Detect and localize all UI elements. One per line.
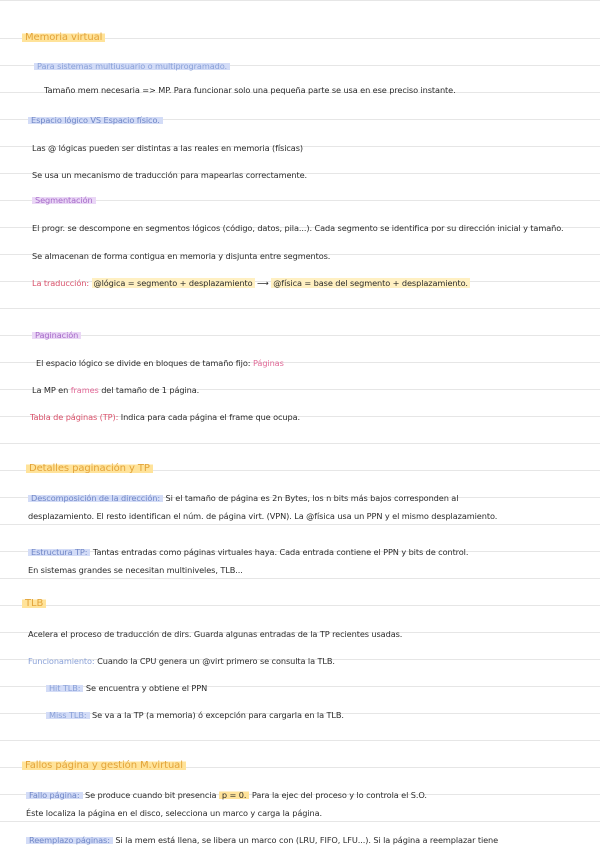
- text-line: Se almacenan de forma contigua en memoria y disjunta entre segmentos.: [32, 251, 331, 261]
- section-title-paginacion: Paginación: [32, 329, 81, 341]
- text-line: Tamaño mem necesaria => MP. Para funcionar solo una pequeña parte se usa en ese preciso instante.: [44, 85, 456, 95]
- subtitle-multiusuario: Para sistemas multiusuario o multiprogramado.: [34, 60, 230, 72]
- text-line: Fallo página: Se produce cuando bit presencia p = 0. Para la ejec del proceso y lo controla el S.O.: [26, 789, 427, 801]
- section-title-memoria-virtual: Memoria virtual: [22, 32, 105, 44]
- traduccion-line: [32, 277, 470, 289]
- text-line: Las @ lógicas pueden ser distintas a las reales en memoria (físicas): [32, 143, 303, 153]
- text-line: Estructura TP: Tantas entradas como páginas virtuales haya. Cada entrada contiene el PPN y bits de control.: [28, 546, 468, 558]
- section-title-tlb: TLB: [22, 598, 46, 610]
- section-title-segmentacion: Segmentación: [32, 194, 96, 206]
- text-line: Acelera el proceso de traducción de dirs. Guarda algunas entradas de la TP recientes usadas.: [28, 629, 403, 639]
- text-line: Descomposición de la dirección: Si el tamaño de página es 2n Bytes, los n bits más bajos corresponden al: [28, 492, 458, 504]
- text-line: Se usa un mecanismo de traducción para mapearlas correctamente.: [32, 170, 308, 180]
- text-line: Funcionamiento: Cuando la CPU genera un @virt primero se consulta la TLB.: [28, 656, 335, 666]
- text-line: Miss TLB: Se va a la TP (a memoria) ó excepción para cargarla en la TLB.: [46, 709, 344, 721]
- text-line: Hit TLB: Se encuentra y obtiene el PPN: [46, 682, 207, 694]
- traduccion-logica: @lógica = segmento + desplazamiento: [93, 278, 253, 288]
- section-title-espacio: Espacio lógico VS Espacio físico.: [28, 114, 163, 126]
- text-line: El espacio lógico se divide en bloques de tamaño fijo: Páginas: [36, 358, 284, 368]
- text-line: Éste localiza la página en el disco, selecciona un marco y carga la página.: [26, 808, 323, 818]
- section-title-detalles: Detalles paginación y TP: [26, 463, 153, 475]
- traduccion-label: La traducción:: [32, 278, 89, 288]
- section-title-fallos: Fallos página y gestión M.virtual: [22, 760, 186, 772]
- text-line: desplazamiento. El resto identifican el núm. de página virt. (VPN). La @física usa un PPN y el mismo desplazamiento.: [28, 511, 498, 521]
- text-line: Tabla de páginas (TP): Indica para cada página el frame que ocupa.: [30, 412, 301, 422]
- text-line: Reemplazo páginas: Si la mem está llena, se libera un marco con (LRU, FIFO, LFU...). Si la página a reemplazar tiene: [26, 834, 498, 846]
- text-line: En sistemas grandes se necesitan multiniveles, TLB...: [28, 565, 243, 575]
- traduccion-fisica: @física = base del segmento + desplazamiento.: [273, 278, 468, 288]
- text-line: La MP en frames del tamaño de 1 página.: [32, 385, 200, 395]
- arrow-icon: ⟶: [257, 278, 269, 288]
- text-line: El progr. se descompone en segmentos lógicos (código, datos, pila...). Cada segmento se identifica por su dirección inicial y tamaño.: [32, 223, 564, 233]
